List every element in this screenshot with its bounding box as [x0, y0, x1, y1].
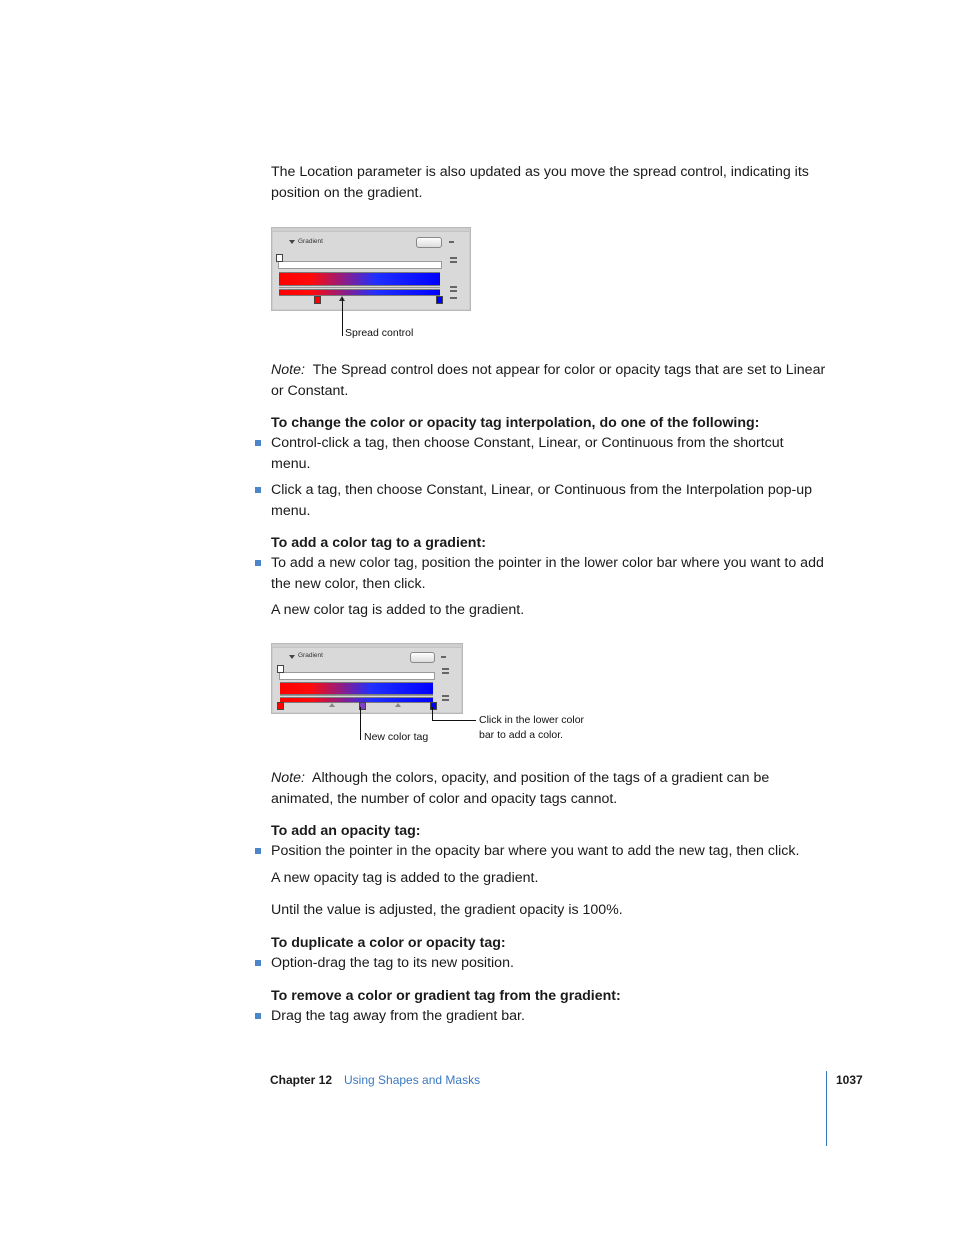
panel-title: Gradient [298, 238, 323, 245]
lower-color-bar [279, 289, 440, 296]
panel-top-strip [272, 644, 462, 648]
gradient-panel-screenshot-1 [271, 227, 471, 311]
heading-add-color-tag: To add a color tag to a gradient: [271, 535, 486, 551]
spread-marker-icon [395, 703, 401, 707]
bullet-marker [255, 848, 261, 854]
paragraph-opacity-default: Until the value is adjusted, the gradient opacity is 100%. [271, 902, 623, 918]
opacity-tag [276, 254, 283, 262]
heading-change-interpolation: To change the color or opacity tag interpolation, do one of the following: [271, 415, 760, 431]
bullet-add-color-tag: To add a new color tag, position the pointer in the lower color bar where you want to add the new color, then click. [271, 555, 824, 592]
callout-click-line-2: bar to add a color. [479, 729, 564, 741]
list-icon [442, 695, 449, 697]
callout-line-click-horizontal [432, 720, 476, 721]
bullet-marker [255, 440, 261, 446]
preset-popup-button [416, 237, 442, 248]
disclosure-triangle-icon [289, 240, 295, 244]
bullet-add-opacity-tag: Position the pointer in the opacity bar where you want to add the new tag, then click. [271, 843, 800, 859]
panel-title: Gradient [298, 652, 323, 659]
bullet-click-tag: Click a tag, then choose Constant, Linear, or Continuous from the Interpolation pop-up menu. [271, 482, 813, 519]
list-icon [450, 290, 457, 292]
reset-icon [449, 241, 454, 243]
callout-line-click-vertical [432, 707, 433, 721]
note-text: The Spread control does not appear for color or opacity tags that are set to Linear or Constant. [271, 362, 826, 399]
gradient-divider-line [280, 695, 433, 696]
footer-page-number: 1037 [836, 1073, 863, 1087]
bullet-marker [255, 960, 261, 966]
blue-color-tag [436, 296, 443, 304]
result-add-color-tag: A new color tag is added to the gradient. [271, 602, 525, 618]
bullet-marker [255, 487, 261, 493]
list-icon [450, 286, 457, 288]
spread-marker-icon [329, 703, 335, 707]
panel-top-strip [272, 228, 470, 232]
footer-vertical-rule [826, 1071, 827, 1146]
opacity-bar [278, 261, 442, 269]
callout-line-new-tag [360, 707, 361, 740]
red-color-tag [277, 702, 284, 710]
bullet-control-click: Control-click a tag, then choose Constant, Linear, or Continuous from the shortcut menu. [271, 435, 784, 472]
list-icon [450, 261, 457, 263]
bullet-remove-tag: Drag the tag away from the gradient bar. [271, 1008, 525, 1024]
gradient-preview-bar [279, 272, 440, 286]
footer-chapter-label: Chapter 12 [270, 1073, 333, 1087]
opacity-bar [279, 672, 435, 680]
list-icon [442, 699, 449, 701]
gradient-preview-bar [280, 682, 433, 695]
note-label: Note: [271, 770, 305, 786]
note-label: Note: [271, 362, 305, 378]
callout-line-spread [342, 298, 343, 336]
heading-add-opacity-tag: To add an opacity tag: [271, 823, 421, 839]
list-icon [450, 257, 457, 259]
opacity-tag [277, 665, 284, 673]
body-paragraph-location: The Location parameter is also updated as you move the spread control, indicating its position on the gradient. [271, 164, 809, 201]
red-color-tag [314, 296, 321, 304]
bullet-duplicate-tag: Option-drag the tag to its new position. [271, 955, 514, 971]
callout-new-color-tag: New color tag [364, 731, 429, 743]
callout-click-line-1: Click in the lower color [479, 714, 585, 726]
heading-duplicate-tag: To duplicate a color or opacity tag: [271, 935, 506, 951]
result-add-opacity-tag: A new opacity tag is added to the gradient. [271, 870, 539, 886]
list-icon [450, 297, 457, 299]
preset-popup-button [410, 652, 435, 663]
note-text: Although the colors, opacity, and position of the tags of a gradient can be animated, the number of color and opacity tags cannot. [271, 770, 770, 807]
disclosure-triangle-icon [289, 655, 295, 659]
bullet-marker [255, 560, 261, 566]
gradient-divider-line [279, 287, 440, 288]
footer-chapter-title-link[interactable]: Using Shapes and Masks [344, 1073, 481, 1087]
list-icon [442, 668, 449, 670]
note-spread-control [271, 360, 826, 401]
list-icon [442, 672, 449, 674]
note-animated-tags [271, 768, 826, 809]
gradient-panel-screenshot-2 [271, 643, 463, 714]
callout-spread-control: Spread control [345, 327, 414, 339]
reset-icon [441, 656, 446, 658]
bullet-marker [255, 1013, 261, 1019]
lower-color-bar [280, 697, 433, 703]
heading-remove-tag: To remove a color or gradient tag from the gradient: [271, 988, 621, 1004]
callout-click-lower-bar [479, 713, 584, 743]
